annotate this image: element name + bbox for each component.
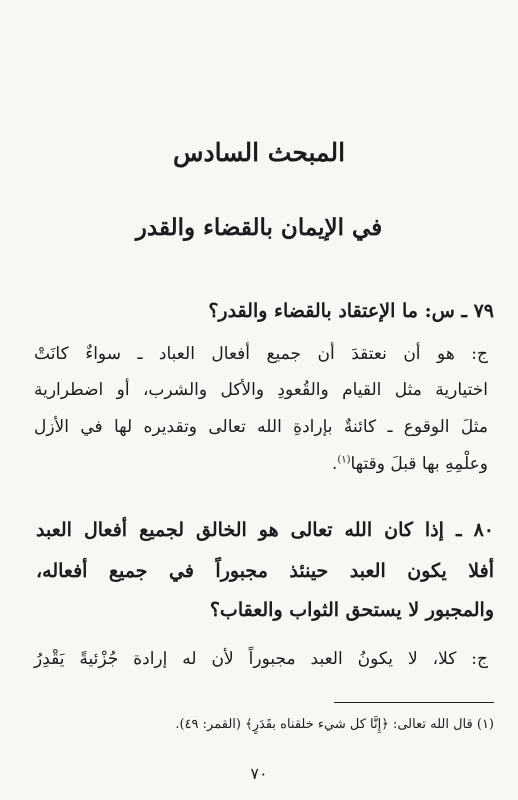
question-80-line-3: والمجبور لا يستحق الثواب والعقاب؟ [209,599,494,621]
answer-79-line-1: ج: هو أن نعتقدَ أن جميع أفعال العباد ـ سواءٌ كانَتْ [34,344,488,364]
question-79: ٧٩ ـ س: ما الإعتقاد بالقضاء والقدر؟ [208,300,494,322]
footnote: (١) قال الله تعالى: ﴿إِنَّا كل شيء خلقناه بقَدَرٍ﴾ (القمر: ٤٩). [175,717,494,732]
answer-80-line-1: ج: كلا، لا يكونُ العبد مجبوراً لأن له إرادة جُزْئيةً يَقْدِرُ [34,649,488,669]
footnote-reference: (١) [337,454,351,466]
question-80-line-2: أفلا يكون العبد حينئذ مجبوراً في جميع أفعاله، [36,560,494,582]
footnote-divider [334,702,494,703]
question-80-line-1: ٨٠ ـ إذا كان الله تعالى هو الخالق لجميع أفعال العبد [36,519,494,541]
section-title: المبحث السادس [172,138,346,167]
answer-79-text: وعلْمِهِ بها قبلَ وقتها [350,454,488,474]
page-number: ٧٠ [250,764,268,783]
answer-79-line-4: وعلْمِهِ بها قبلَ وقتها$^{(١)}$. [331,454,488,474]
answer-79-line-3: مثلَ الوقوع ـ كائنةٌ بإرادةِ الله تعالى وتقديره لها في الأزل [34,417,488,437]
section-subtitle: في الإيمان بالقضاء والقدر [135,214,383,241]
answer-79-line-2: اختيارية مثل القيام والقُعودِ والأكل والشرب، أو اضطرارية [34,380,488,400]
